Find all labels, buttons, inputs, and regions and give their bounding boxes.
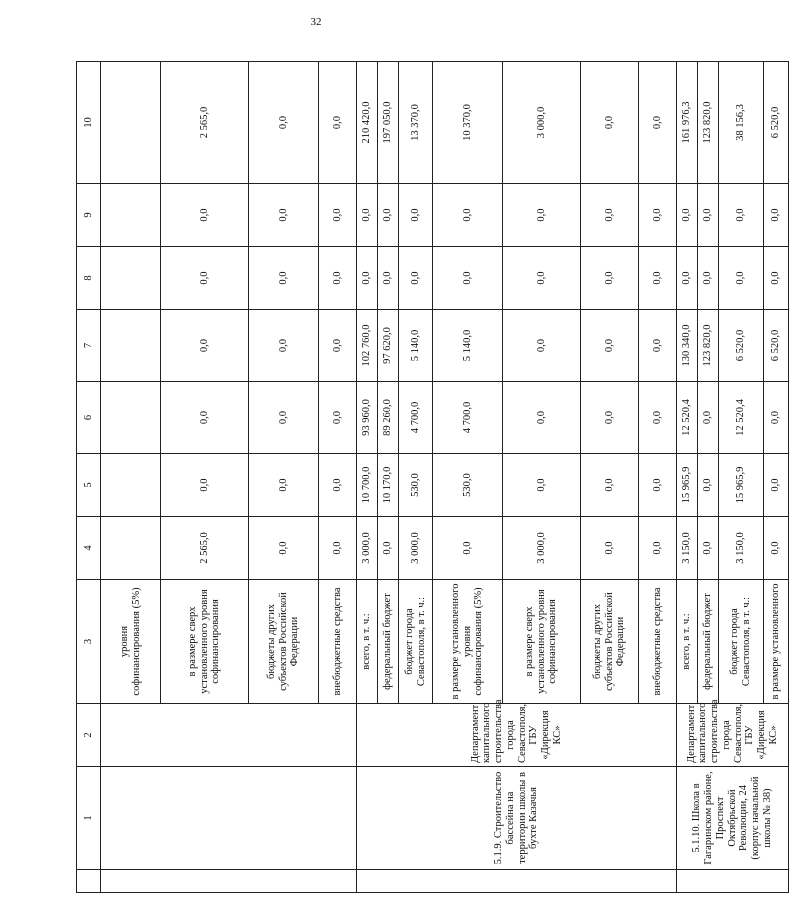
value-cell: 0,0: [764, 184, 789, 247]
value-cell: 4 700,0: [399, 382, 433, 454]
value-cell: 0,0: [639, 310, 677, 382]
value-cell: 3 000,0: [503, 517, 581, 580]
value-cell: [101, 454, 161, 517]
value-cell: 15 965,9: [677, 454, 698, 517]
value-cell: 0,0: [249, 184, 319, 247]
executor-cell: Департамент капитального строительства города Севастополя, ГБУ «Дирекция КС»: [677, 704, 789, 767]
value-cell: 0,0: [698, 382, 719, 454]
value-cell: 0,0: [698, 454, 719, 517]
value-cell: 0,0: [249, 454, 319, 517]
column-header: 10: [77, 62, 101, 184]
value-cell: 0,0: [581, 382, 639, 454]
table-left-margin: [101, 870, 357, 893]
source-cell: федеральный бюджет: [378, 580, 399, 704]
source-cell: в размере установленного уровня софинансирования (5%): [433, 580, 503, 704]
value-cell: 0,0: [433, 184, 503, 247]
value-cell: 0,0: [378, 184, 399, 247]
column-header: 7: [77, 310, 101, 382]
table-left-margin: [357, 870, 677, 893]
value-cell: 5 140,0: [399, 310, 433, 382]
value-cell: 0,0: [764, 247, 789, 310]
value-cell: 0,0: [503, 310, 581, 382]
value-cell: 0,0: [677, 184, 698, 247]
value-cell: 10 700,0: [357, 454, 378, 517]
column-header: 2: [77, 704, 101, 767]
value-cell: 0,0: [357, 184, 378, 247]
value-cell: 197 050,0: [378, 62, 399, 184]
value-cell: 0,0: [433, 247, 503, 310]
table-landscape-view: [76, 62, 782, 893]
value-cell: 0,0: [319, 310, 357, 382]
financing-table: [76, 61, 789, 893]
column-header: 5: [77, 454, 101, 517]
value-cell: 3 000,0: [503, 62, 581, 184]
value-cell: 0,0: [639, 184, 677, 247]
value-cell: 0,0: [677, 247, 698, 310]
value-cell: 0,0: [161, 382, 249, 454]
table-row: [677, 62, 698, 893]
value-cell: 0,0: [433, 517, 503, 580]
value-cell: 3 150,0: [719, 517, 764, 580]
value-cell: 5 140,0: [433, 310, 503, 382]
source-cell: бюджеты других субъектов Российской Федерации: [581, 580, 639, 704]
value-cell: 0,0: [581, 62, 639, 184]
measure-name-cell: 5.1.10. Школа в Гагаринском районе, Проспект Октябрьской Революции, 24 (корпус начальной школы № 38): [677, 767, 789, 870]
value-cell: 0,0: [378, 247, 399, 310]
value-cell: 3 150,0: [677, 517, 698, 580]
value-cell: 89 260,0: [378, 382, 399, 454]
value-cell: 0,0: [249, 247, 319, 310]
value-cell: 6 520,0: [764, 310, 789, 382]
value-cell: 0,0: [639, 454, 677, 517]
value-cell: 10 170,0: [378, 454, 399, 517]
value-cell: 0,0: [581, 517, 639, 580]
source-cell: федеральный бюджет: [698, 580, 719, 704]
header-row: [77, 62, 101, 893]
source-cell: в размере сверх установленного уровня софинансирования: [503, 580, 581, 704]
column-header: 9: [77, 184, 101, 247]
value-cell: 0,0: [698, 184, 719, 247]
table-rotation-frame: [76, 62, 782, 893]
value-cell: 161 976,3: [677, 62, 698, 184]
value-cell: 0,0: [161, 310, 249, 382]
value-cell: 0,0: [698, 517, 719, 580]
value-cell: 0,0: [719, 184, 764, 247]
page-number: 32: [310, 16, 322, 28]
value-cell: 0,0: [161, 247, 249, 310]
value-cell: 0,0: [698, 247, 719, 310]
value-cell: 10 370,0: [433, 62, 503, 184]
value-cell: 0,0: [764, 454, 789, 517]
value-cell: 0,0: [639, 62, 677, 184]
value-cell: 0,0: [719, 247, 764, 310]
value-cell: 6 520,0: [719, 310, 764, 382]
value-cell: [101, 184, 161, 247]
source-cell: бюджет города Севастополя, в т. ч.:: [399, 580, 433, 704]
column-header: 4: [77, 517, 101, 580]
source-cell: бюджеты других субъектов Российской Федерации: [249, 580, 319, 704]
value-cell: 0,0: [399, 184, 433, 247]
table-row: [101, 62, 161, 893]
value-cell: 102 760,0: [357, 310, 378, 382]
value-cell: 15 965,9: [719, 454, 764, 517]
value-cell: 0,0: [399, 247, 433, 310]
value-cell: [101, 310, 161, 382]
value-cell: 0,0: [249, 517, 319, 580]
value-cell: 0,0: [639, 382, 677, 454]
measure-cell-empty: [101, 767, 357, 870]
value-cell: 13 370,0: [399, 62, 433, 184]
value-cell: [101, 62, 161, 184]
value-cell: 2 565,0: [161, 62, 249, 184]
value-cell: [101, 517, 161, 580]
value-cell: 4 700,0: [433, 382, 503, 454]
value-cell: 12 520,4: [677, 382, 698, 454]
executor-cell: Департамент капитального строительства города Севастополя, ГБУ «Дирекция КС»: [357, 704, 677, 767]
value-cell: 0,0: [319, 517, 357, 580]
executor-cell-empty: [101, 704, 357, 767]
value-cell: 3 000,0: [357, 517, 378, 580]
column-header: 1: [77, 767, 101, 870]
value-cell: 0,0: [161, 454, 249, 517]
column-header: 3: [77, 580, 101, 704]
value-cell: 123 820,0: [698, 310, 719, 382]
value-cell: 130 340,0: [677, 310, 698, 382]
value-cell: 530,0: [399, 454, 433, 517]
column-header: 6: [77, 382, 101, 454]
value-cell: 0,0: [319, 382, 357, 454]
value-cell: 0,0: [161, 184, 249, 247]
value-cell: 0,0: [503, 454, 581, 517]
value-cell: 0,0: [639, 517, 677, 580]
value-cell: 97 620,0: [378, 310, 399, 382]
source-cell: в размере установленного: [764, 580, 789, 704]
source-cell: внебюджетные средства: [639, 580, 677, 704]
value-cell: 0,0: [249, 382, 319, 454]
value-cell: 0,0: [319, 62, 357, 184]
value-cell: 0,0: [581, 310, 639, 382]
value-cell: 0,0: [764, 517, 789, 580]
value-cell: 530,0: [433, 454, 503, 517]
source-cell: всего, в т. ч.:: [677, 580, 698, 704]
value-cell: [101, 247, 161, 310]
table-row: [357, 62, 378, 893]
table-left-margin: [677, 870, 789, 893]
column-header: 8: [77, 247, 101, 310]
value-cell: 6 520,0: [764, 62, 789, 184]
value-cell: 0,0: [503, 184, 581, 247]
value-cell: 0,0: [249, 62, 319, 184]
source-cell: уровня софинансирования (5%): [101, 580, 161, 704]
value-cell: 0,0: [503, 382, 581, 454]
measure-name-cell: 5.1.9. Строительство бассейна на территории школы в бухте Казачья: [357, 767, 677, 870]
source-cell: в размере сверх установленного уровня софинансирования: [161, 580, 249, 704]
value-cell: 0,0: [581, 247, 639, 310]
value-cell: 210 420,0: [357, 62, 378, 184]
value-cell: 0,0: [319, 184, 357, 247]
value-cell: 0,0: [357, 247, 378, 310]
value-cell: 3 000,0: [399, 517, 433, 580]
value-cell: 0,0: [581, 454, 639, 517]
table-left-margin: [77, 870, 101, 893]
value-cell: 0,0: [764, 382, 789, 454]
value-cell: 0,0: [319, 247, 357, 310]
value-cell: 0,0: [639, 247, 677, 310]
value-cell: 0,0: [581, 184, 639, 247]
value-cell: 93 960,0: [357, 382, 378, 454]
value-cell: 123 820,0: [698, 62, 719, 184]
value-cell: [101, 382, 161, 454]
value-cell: 0,0: [378, 517, 399, 580]
source-cell: всего, в т. ч.:: [357, 580, 378, 704]
value-cell: 38 156,3: [719, 62, 764, 184]
source-cell: внебюджетные средства: [319, 580, 357, 704]
value-cell: 12 520,4: [719, 382, 764, 454]
value-cell: 0,0: [249, 310, 319, 382]
value-cell: 2 565,0: [161, 517, 249, 580]
value-cell: 0,0: [503, 247, 581, 310]
source-cell: бюджет города Севастополя, в т. ч.:: [719, 580, 764, 704]
value-cell: 0,0: [319, 454, 357, 517]
